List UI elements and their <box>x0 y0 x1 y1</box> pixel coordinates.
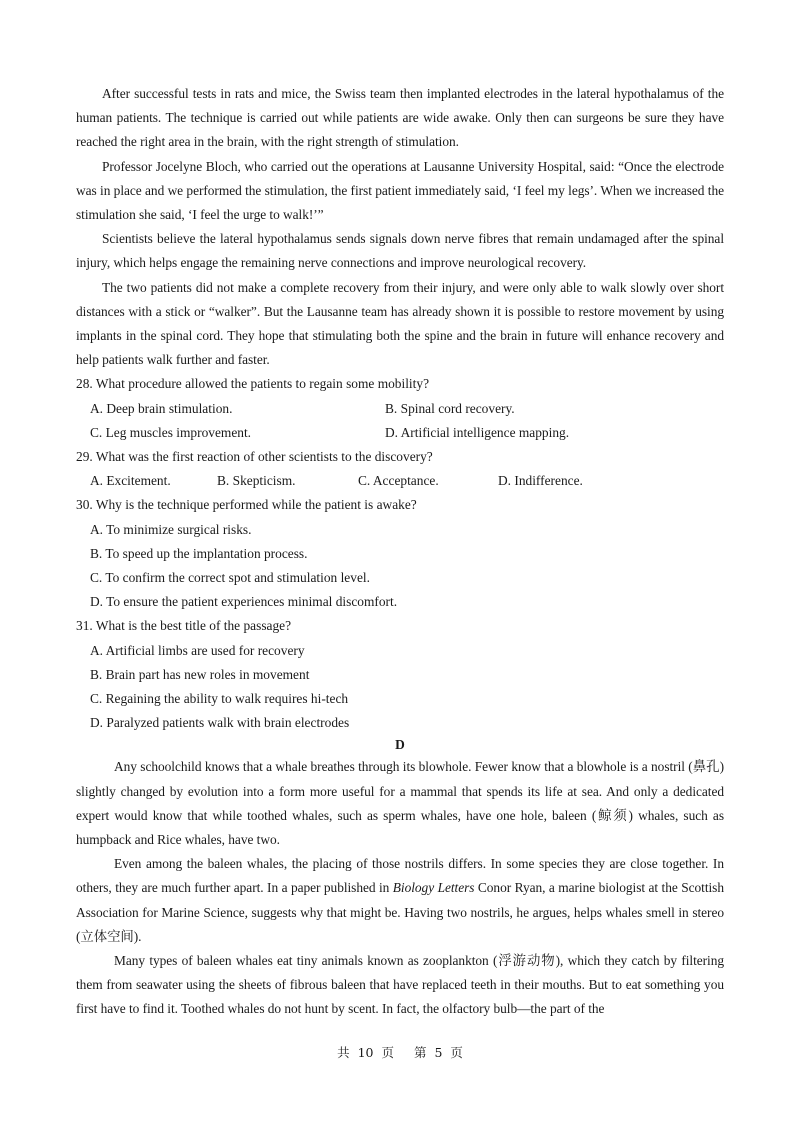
question-31-option-c: C. Regaining the ability to walk requires hi-tech <box>90 691 349 707</box>
passage-d-paragraph-2 <box>76 852 724 949</box>
question-28-options-row-2 <box>76 421 724 445</box>
question-31-option-b: B. Brain part has new roles in movement <box>90 666 310 682</box>
question-30-option-d: D. To ensure the patient experiences minimal discomfort. <box>90 594 398 610</box>
passage-d-paragraph-1: Any schoolchild knows that a whale breathes through its blowhole. Fewer know that a blowhole is a nostril (鼻孔) slightly changed by evolution into a form more useful for a mammal that spends its life at sea. And only a dedicated expert would know that while toothed whales, such as sperm whales, have one hole, baleen (鲸须) whales, such as humpback and Rice whales, have two. <box>76 759 724 848</box>
page-footer <box>0 1043 800 1061</box>
question-30-stem: 30. Why is the technique performed while the patient is awake? <box>76 497 417 513</box>
question-31-stem: 31. What is the best title of the passage? <box>76 618 292 634</box>
question-31-option-a: A. Artificial limbs are used for recovery <box>90 642 305 658</box>
question-28-option-d: D. Artificial intelligence mapping. <box>385 424 570 440</box>
question-28-options-row-1 <box>76 397 724 421</box>
passage-c-paragraph: Professor Jocelyne Bloch, who carried out the operations at Lausanne University Hospital, said: “Once the electrode was in place and we performed the stimulation, the first patient immediately said, ‘I feel my legs’. When we increased the stimulation she said, ‘I feel the urge to walk!’” <box>76 158 724 223</box>
question-29-option-b: B. Skepticism. <box>217 473 296 489</box>
question-30-option-b: B. To speed up the implantation process. <box>90 545 308 561</box>
passage-c-paragraph: The two patients did not make a complete recovery from their injury, and were only able to walk slowly over short distances with a stick or “walker”. But the Lausanne team has already shown it is possible to restore movement by using implants in the spinal cord. They hope that stimulating both the spine and the brain in future will enhance recovery and help patients walk further and faster. <box>76 279 724 368</box>
p2-text-before: Even among the baleen whales, the placing of those nostrils differs. In some species they are close together. In others, they are much further apart. In a paper published in <box>76 856 724 896</box>
question-28-stem: 28. What procedure allowed the patients to regain some mobility? <box>76 376 430 392</box>
question-28-option-b: B. Spinal cord recovery. <box>385 400 515 416</box>
current-page: 第 5 页 <box>413 1045 463 1060</box>
passage-d-paragraph-3: Many types of baleen whales eat tiny animals known as zooplankton (浮游动物), which they catch by filtering them from seawater using the sheets of fibrous baleen that have replaced teeth in their mouths. But to eat something you first have to find it. Toothed whales do not hunt by scent. In fact, the olfactory bulb—the part of the <box>76 953 724 1017</box>
passage-c-paragraph: Scientists believe the lateral hypothalamus sends signals down nerve fibres that remain undamaged after the spinal injury, which helps engage the remaining nerve connections and improve neurological recovery. <box>76 231 724 271</box>
question-29-options-row <box>76 469 724 493</box>
question-28-option-a: A. Deep brain stimulation. <box>90 400 233 416</box>
question-29-option-a: A. Excitement. <box>90 473 171 489</box>
page-content <box>76 82 724 1022</box>
question-29-option-c: C. Acceptance. <box>358 473 439 489</box>
question-30-option-c: C. To confirm the correct spot and stimulation level. <box>90 570 370 586</box>
question-30-option-a: A. To minimize surgical risks. <box>90 521 252 537</box>
question-29-stem: 29. What was the first reaction of other scientists to the discovery? <box>76 449 433 465</box>
journal-title: Biology Letters <box>392 880 475 896</box>
question-29-option-d: D. Indifference. <box>498 473 583 489</box>
total-pages: 共 10 页 <box>337 1045 394 1060</box>
question-28-option-c: C. Leg muscles improvement. <box>90 424 252 440</box>
passage-c-paragraph: After successful tests in rats and mice, the Swiss team then implanted electrodes in the lateral hypothalamus of the human patients. The technique is carried out while patients are wide awake. Only then can surgeons be sure they have reached the right area in the brain, with the right strength of stimulation. <box>76 86 724 150</box>
section-heading-d: D <box>395 737 405 753</box>
p2-text-after: Conor Ryan, a marine biologist at the Scottish Association for Marine Science, suggests why that might be. Having two nostrils, he argues, helps whales smell in stereo (立体空间). <box>76 880 724 944</box>
question-31-option-d: D. Paralyzed patients walk with brain electrodes <box>90 715 350 731</box>
